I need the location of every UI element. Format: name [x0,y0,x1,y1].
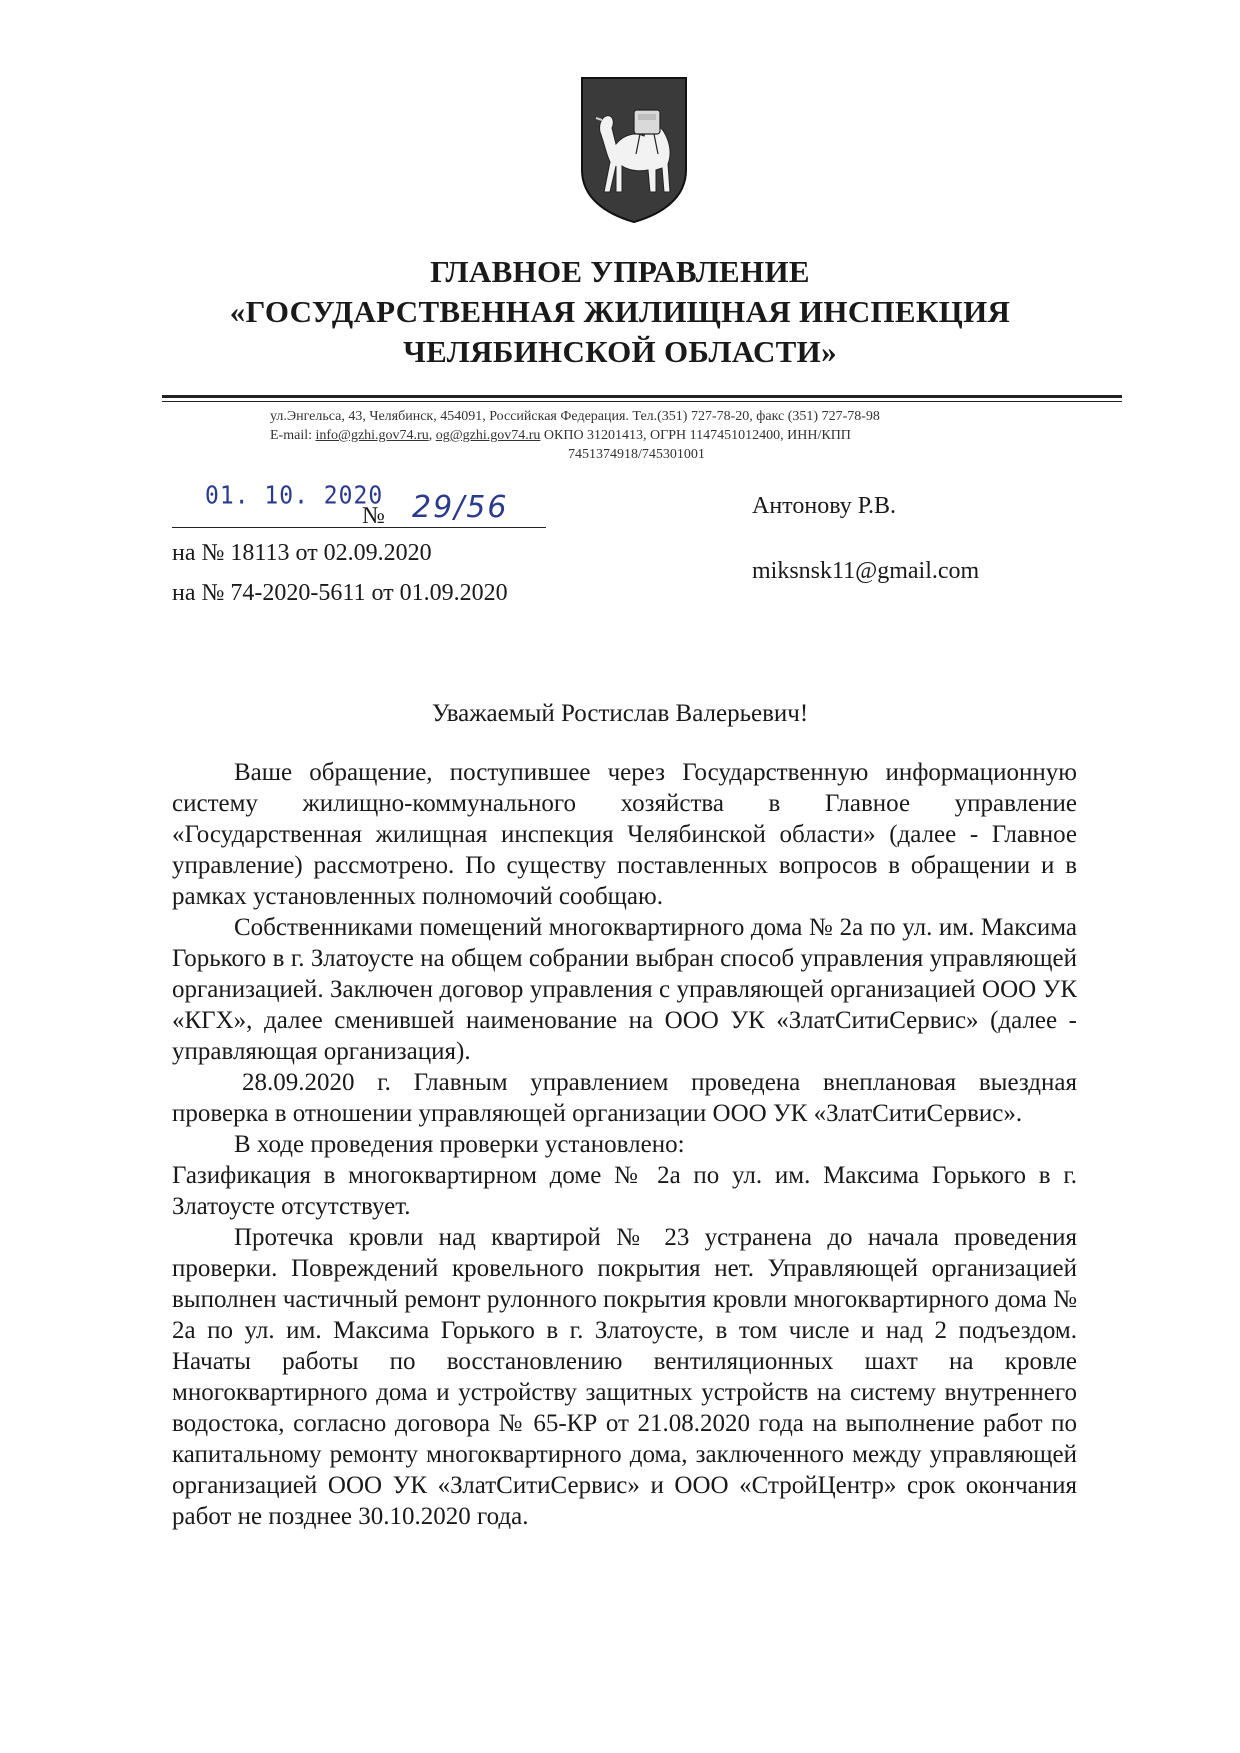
organization-name [0,252,1240,372]
number-underline [172,527,546,528]
email-separator: , [428,428,436,443]
reference-line-1: на № 18113 от 02.09.2020 [172,540,432,566]
body-paragraph-2: Собственниками помещений многоквартирного дома № 2а по ул. им. Максима Горького в г. Златоусте на общем собрании выбран способ управления управляющей организацией. Заключен договор управления с управляющей организацией ООО УК «КГХ», далее сменившей наименование на ООО УК «ЗлатСитиСервис» (далее - управляющая организация). [172,914,1077,1065]
email-link-info[interactable]: info@gzhi.gov74.ru [315,428,429,443]
org-name-line-3: ЧЕЛЯБИНСКОЙ ОБЛАСТИ» [403,334,837,369]
coat-of-arms-emblem [578,74,690,224]
org-name-line-1: ГЛАВНОЕ УПРАВЛЕНИЕ [430,254,810,289]
email-label: E-mail: [270,428,316,443]
contacts-inn-kpp: 7451374918/745301001 [568,447,705,462]
header-divider-thick [162,395,1122,398]
registry-codes: ОКПО 31201413, ОГРН 1147451012400, ИНН/КПП [540,428,851,443]
header-divider-thin [162,401,1122,402]
contact-details [270,407,1130,464]
greeting: Уважаемый Ростислав Валерьевич! [431,700,809,727]
addressee-name: Антонову Р.В. [752,493,897,519]
email-link-og[interactable]: og@gzhi.gov74.ru [435,428,541,443]
contacts-address-line: ул.Энгельса, 43, Челябинск, 454091, Российская Федерация. Тел.(351) 727-78-20, факс (351) 727-78-98 [270,409,880,424]
letter-body [172,757,1077,1532]
reference-line-2: на № 74-2020-5611 от 01.09.2020 [172,580,508,606]
number-sign: № [362,503,385,529]
body-paragraph-4: В ходе проведения проверки установлено: [234,1131,685,1158]
body-paragraph-3: 28.09.2020 г. Главным управлением проведена внеплановая выездная проверка в отношении управляющей организации ООО УК «ЗлатСитиСервис». [172,1069,1077,1127]
body-paragraph-1: Ваше обращение, поступившее через Государственную информационную систему жилищно-коммунального хозяйства в Главное управление «Государственная жилищная инспекция Челябинской области» (далее - Главное управление) рассмотрено. По существу поставленных вопросов в обращении и в рамках установленных полномочий сообщаю. [172,759,1077,910]
body-paragraph-6: Протечка кровли над квартирой № 23 устранена до начала проведения проверки. Повреждений кровельного покрытия нет. Управляющей организацией выполнен частичный ремонт рулонного покрытия кровли многоквартирного дома № 2а по ул. им. Максима Горького в г. Златоусте, в том числе и над 2 подъездом. Начаты работы по восстановлению вентиляционных шахт на кровле многоквартирного дома и устройству защитных устройств на систему внутреннего водостока, согласно договора № 65-КР от 21.08.2020 года на выполнение работ по капитальному ремонту многоквартирного дома, заключенного между управляющей организацией ООО УК «ЗлатСитиСервис» и ООО «СтройЦентр» срок окончания работ не позднее 30.10.2020 года. [172,1224,1077,1530]
body-paragraph-5: Газификация в многоквартирном доме № 2а по ул. им. Максима Горького в г. Златоусте отсутствует. [172,1162,1077,1220]
outgoing-number-handwritten: 29/56 [412,490,509,525]
contacts-email-line [270,426,1130,445]
org-name-line-2: «ГОСУДАРСТВЕННАЯ ЖИЛИЩНАЯ ИНСПЕКЦИЯ [229,294,1011,329]
outgoing-date-stamp: 01. 10. 2020 [205,481,384,511]
addressee-email: miksnsk11@gmail.com [752,558,980,584]
